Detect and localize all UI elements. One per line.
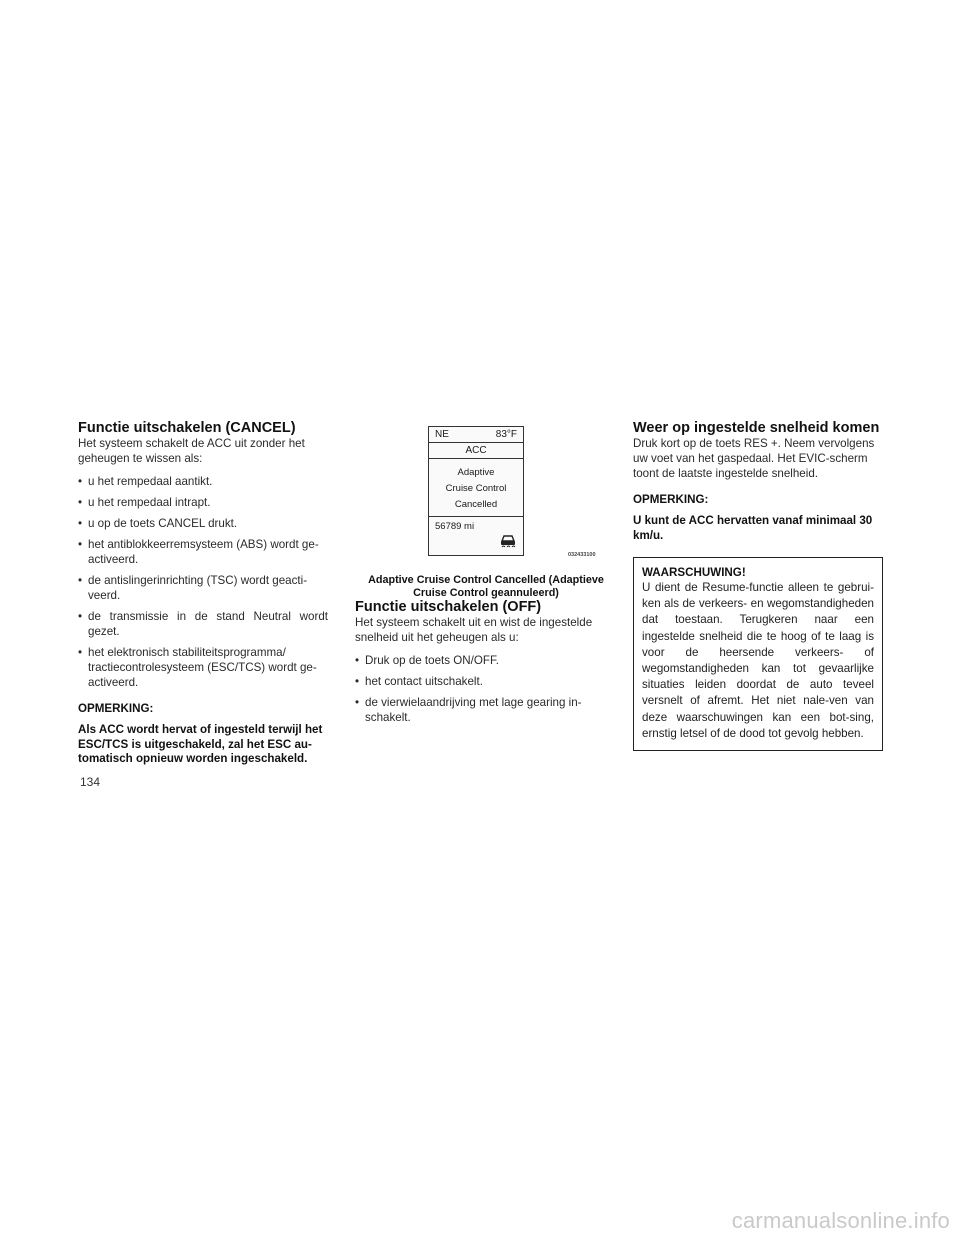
section-heading-off: Functie uitschakelen (OFF) <box>355 599 542 615</box>
evic-display-figure <box>428 426 596 558</box>
odometer: 56789 mi <box>435 521 475 532</box>
section-intro-off: Het systeem schakelt uit en wist de ingestelde snelheid uit het geheugen als u: <box>355 616 593 644</box>
list-item: • de transmissie in de stand Neutral wordt gezet. <box>78 610 328 638</box>
section-heading-resume: Weer op ingestelde snelheid komen <box>633 420 880 436</box>
note-label: OPMERKING: <box>78 702 154 715</box>
watermark: carmanualsonline.info <box>731 1208 950 1233</box>
list-item: • het contact uitschakelt. <box>355 675 483 688</box>
section-intro-resume: Druk kort op de toets RES +. Neem vervolgens uw voet van het gaspedaal. Het EVIC-scherm toont de laatste ingestelde snelheid. <box>633 437 875 480</box>
note-body: Als ACC wordt hervat of ingesteld terwijl het ESC/TCS is uitgeschakeld, zal het ESC au-tomatisch opnieuw worden ingeschakeld. <box>78 723 323 765</box>
evic-screen <box>428 426 524 556</box>
stability-control-car-icon <box>499 533 517 549</box>
list-item: • u het rempedaal intrapt. <box>78 496 211 509</box>
section-heading-cancel: Functie uitschakelen (CANCEL) <box>78 420 296 436</box>
list-item: • het elektronisch stabiliteitsprogramma/ tractiecontrolesysteem (ESC/TCS) wordt ge-activeerd. <box>78 646 317 689</box>
note-label: OPMERKING: <box>633 493 709 506</box>
evic-status-bar <box>429 427 523 443</box>
column-right <box>633 420 883 751</box>
warning-text: U dient de Resume-functie alleen te gebrui-ken als de verkeers- en wegomstandigheden dat toestaan. Terugkeren naar een ingestelde snelheid die te hoog of te laag is voor de heersende verkeers- of wegomstandigheden kan tot gevaarlijke situaties leiden doordat de auto teveel versnelt of afremt. Het niet nale-ven van deze waarschuwingen kan een bot-sing, ernstig letsel of de dood tot gevolg hebben. <box>642 581 874 740</box>
list-item: • de antislingerinrichting (TSC) wordt geacti-veerd. <box>78 574 308 602</box>
cancel-conditions-list <box>78 474 328 690</box>
warning-box <box>633 557 883 751</box>
column-middle <box>355 599 605 731</box>
off-conditions-list <box>355 653 605 725</box>
figure-code: 032433100 <box>568 552 596 558</box>
list-item: • u op de toets CANCEL drukt. <box>78 517 238 530</box>
figure-caption: Adaptive Cruise Control Cancelled (Adaptieve Cruise Control geannuleerd) <box>368 574 604 599</box>
list-item: • u het rempedaal aantikt. <box>78 475 213 488</box>
note-body: U kunt de ACC hervatten vanaf minimaal 30 km/u. <box>633 514 873 542</box>
list-item: • de vierwielaandrijving met lage gearing in-schakelt. <box>355 696 582 724</box>
evic-message: Adaptive Cruise Control Cancelled <box>429 459 523 517</box>
outside-temperature: 83°F <box>495 429 517 440</box>
page-number: 134 <box>80 775 101 789</box>
compass-heading: NE <box>435 429 449 440</box>
list-item: • het antiblokkeerremsysteem (ABS) wordt ge-activeerd. <box>78 538 319 566</box>
evic-mode: ACC <box>429 443 523 459</box>
column-left <box>78 420 328 767</box>
list-item: • Druk op de toets ON/OFF. <box>355 654 500 667</box>
section-intro-cancel: Het systeem schakelt de ACC uit zonder het geheugen te wissen als: <box>78 437 305 465</box>
warning-title: WAARSCHUWING! <box>642 566 746 579</box>
